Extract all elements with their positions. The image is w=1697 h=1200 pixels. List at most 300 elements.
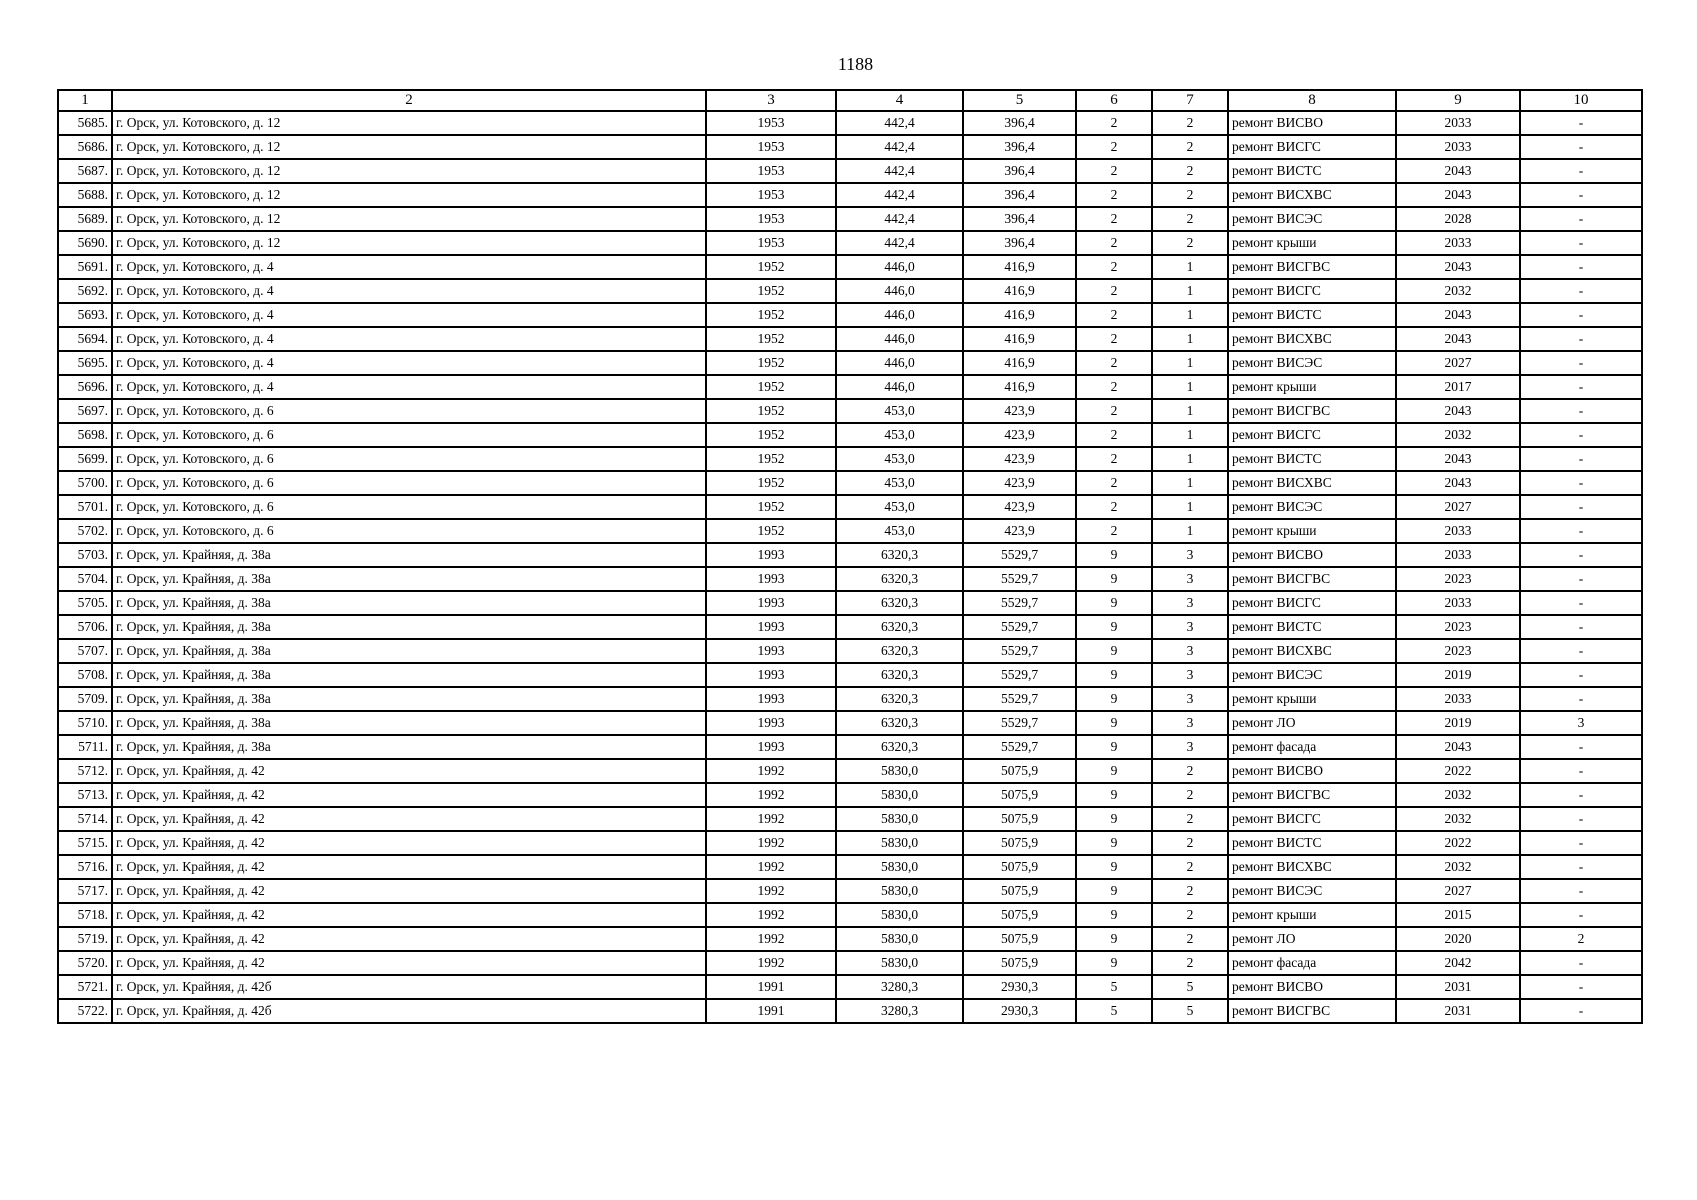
cell-planned-year: 2020	[1396, 927, 1520, 951]
header-cell: 9	[1396, 90, 1520, 111]
table-row	[58, 879, 1642, 903]
cell-year-built: 1952	[706, 255, 836, 279]
cell-living-area: 416,9	[963, 303, 1076, 327]
header-cell: 1	[58, 90, 112, 111]
cell-extra-value: -	[1520, 375, 1642, 399]
cell-living-area: 5529,7	[963, 615, 1076, 639]
cell-work-type: ремонт ВИСТС	[1228, 615, 1396, 639]
cell-row-number: 5710.	[58, 711, 112, 735]
cell-floors: 2	[1076, 519, 1152, 543]
cell-floors: 9	[1076, 639, 1152, 663]
cell-planned-year: 2033	[1396, 543, 1520, 567]
table-row	[58, 591, 1642, 615]
cell-living-area: 416,9	[963, 351, 1076, 375]
cell-planned-year: 2031	[1396, 999, 1520, 1023]
cell-living-area: 423,9	[963, 423, 1076, 447]
cell-row-number: 5713.	[58, 783, 112, 807]
cell-entrances: 5	[1152, 999, 1228, 1023]
cell-year-built: 1952	[706, 399, 836, 423]
cell-work-type: ремонт ВИСТС	[1228, 159, 1396, 183]
cell-living-area: 423,9	[963, 399, 1076, 423]
cell-address: г. Орск, ул. Крайняя, д. 42	[112, 807, 706, 831]
cell-extra-value: 2	[1520, 927, 1642, 951]
cell-row-number: 5694.	[58, 327, 112, 351]
cell-living-area: 423,9	[963, 519, 1076, 543]
table-row	[58, 519, 1642, 543]
cell-address: г. Орск, ул. Котовского, д. 4	[112, 375, 706, 399]
cell-floors: 2	[1076, 159, 1152, 183]
cell-row-number: 5685.	[58, 111, 112, 135]
table-row	[58, 423, 1642, 447]
cell-address: г. Орск, ул. Котовского, д. 12	[112, 135, 706, 159]
cell-floors: 9	[1076, 735, 1152, 759]
header-cell: 7	[1152, 90, 1228, 111]
cell-planned-year: 2033	[1396, 111, 1520, 135]
cell-year-built: 1953	[706, 135, 836, 159]
cell-planned-year: 2043	[1396, 399, 1520, 423]
cell-total-area: 442,4	[836, 111, 963, 135]
header-cell: 6	[1076, 90, 1152, 111]
cell-work-type: ремонт крыши	[1228, 903, 1396, 927]
cell-entrances: 1	[1152, 399, 1228, 423]
cell-floors: 2	[1076, 423, 1152, 447]
cell-entrances: 2	[1152, 903, 1228, 927]
cell-extra-value: -	[1520, 447, 1642, 471]
cell-year-built: 1952	[706, 279, 836, 303]
cell-row-number: 5708.	[58, 663, 112, 687]
cell-entrances: 2	[1152, 159, 1228, 183]
cell-address: г. Орск, ул. Крайняя, д. 38а	[112, 567, 706, 591]
cell-living-area: 5075,9	[963, 927, 1076, 951]
cell-row-number: 5705.	[58, 591, 112, 615]
cell-work-type: ремонт ВИСГС	[1228, 279, 1396, 303]
cell-planned-year: 2043	[1396, 255, 1520, 279]
cell-extra-value: -	[1520, 567, 1642, 591]
cell-row-number: 5690.	[58, 231, 112, 255]
table-row	[58, 135, 1642, 159]
cell-year-built: 1992	[706, 951, 836, 975]
cell-work-type: ремонт ЛО	[1228, 927, 1396, 951]
table-row	[58, 111, 1642, 135]
cell-total-area: 446,0	[836, 255, 963, 279]
cell-work-type: ремонт ВИСГВС	[1228, 399, 1396, 423]
cell-extra-value: 3	[1520, 711, 1642, 735]
page-number: 1188	[837, 54, 874, 74]
cell-extra-value: -	[1520, 639, 1642, 663]
cell-planned-year: 2019	[1396, 663, 1520, 687]
cell-planned-year: 2023	[1396, 567, 1520, 591]
cell-total-area: 446,0	[836, 303, 963, 327]
cell-year-built: 1953	[706, 207, 836, 231]
cell-address: г. Орск, ул. Котовского, д. 4	[112, 327, 706, 351]
cell-floors: 9	[1076, 831, 1152, 855]
cell-address: г. Орск, ул. Котовского, д. 6	[112, 471, 706, 495]
header-cell: 8	[1228, 90, 1396, 111]
cell-entrances: 1	[1152, 351, 1228, 375]
cell-planned-year: 2027	[1396, 879, 1520, 903]
cell-work-type: ремонт ВИСТС	[1228, 303, 1396, 327]
cell-work-type: ремонт ВИСЭС	[1228, 351, 1396, 375]
cell-row-number: 5697.	[58, 399, 112, 423]
cell-floors: 9	[1076, 567, 1152, 591]
cell-address: г. Орск, ул. Крайняя, д. 42	[112, 855, 706, 879]
cell-planned-year: 2043	[1396, 447, 1520, 471]
cell-row-number: 5688.	[58, 183, 112, 207]
cell-floors: 9	[1076, 615, 1152, 639]
cell-living-area: 5075,9	[963, 831, 1076, 855]
cell-extra-value: -	[1520, 255, 1642, 279]
table-row	[58, 471, 1642, 495]
cell-extra-value: -	[1520, 807, 1642, 831]
cell-entrances: 1	[1152, 471, 1228, 495]
cell-year-built: 1991	[706, 975, 836, 999]
cell-address: г. Орск, ул. Крайняя, д. 42б	[112, 999, 706, 1023]
cell-planned-year: 2033	[1396, 519, 1520, 543]
cell-entrances: 3	[1152, 543, 1228, 567]
cell-row-number: 5717.	[58, 879, 112, 903]
cell-work-type: ремонт ВИСГВС	[1228, 255, 1396, 279]
cell-living-area: 416,9	[963, 255, 1076, 279]
cell-extra-value: -	[1520, 423, 1642, 447]
cell-extra-value: -	[1520, 183, 1642, 207]
cell-address: г. Орск, ул. Котовского, д. 6	[112, 423, 706, 447]
cell-total-area: 442,4	[836, 207, 963, 231]
cell-year-built: 1993	[706, 687, 836, 711]
cell-address: г. Орск, ул. Крайняя, д. 42	[112, 879, 706, 903]
cell-planned-year: 2043	[1396, 471, 1520, 495]
cell-living-area: 423,9	[963, 447, 1076, 471]
cell-floors: 9	[1076, 543, 1152, 567]
table-row	[58, 255, 1642, 279]
cell-planned-year: 2023	[1396, 639, 1520, 663]
cell-planned-year: 2032	[1396, 279, 1520, 303]
header-cell: 4	[836, 90, 963, 111]
cell-floors: 2	[1076, 231, 1152, 255]
cell-floors: 2	[1076, 183, 1152, 207]
table-row	[58, 543, 1642, 567]
cell-total-area: 453,0	[836, 471, 963, 495]
cell-entrances: 1	[1152, 279, 1228, 303]
cell-year-built: 1953	[706, 183, 836, 207]
table-row	[58, 951, 1642, 975]
cell-entrances: 2	[1152, 831, 1228, 855]
cell-work-type: ремонт ВИСГС	[1228, 807, 1396, 831]
cell-address: г. Орск, ул. Котовского, д. 4	[112, 303, 706, 327]
cell-planned-year: 2042	[1396, 951, 1520, 975]
cell-total-area: 6320,3	[836, 543, 963, 567]
cell-entrances: 2	[1152, 207, 1228, 231]
cell-planned-year: 2022	[1396, 831, 1520, 855]
cell-extra-value: -	[1520, 159, 1642, 183]
cell-entrances: 5	[1152, 975, 1228, 999]
cell-living-area: 2930,3	[963, 975, 1076, 999]
cell-entrances: 1	[1152, 303, 1228, 327]
cell-year-built: 1992	[706, 759, 836, 783]
cell-year-built: 1953	[706, 111, 836, 135]
cell-extra-value: -	[1520, 519, 1642, 543]
cell-planned-year: 2043	[1396, 735, 1520, 759]
cell-living-area: 5075,9	[963, 903, 1076, 927]
cell-living-area: 5075,9	[963, 951, 1076, 975]
cell-extra-value: -	[1520, 975, 1642, 999]
cell-year-built: 1993	[706, 711, 836, 735]
cell-extra-value: -	[1520, 399, 1642, 423]
cell-address: г. Орск, ул. Крайняя, д. 42	[112, 831, 706, 855]
cell-work-type: ремонт ВИСГС	[1228, 423, 1396, 447]
cell-floors: 9	[1076, 783, 1152, 807]
register-table	[57, 89, 1643, 1024]
cell-year-built: 1952	[706, 471, 836, 495]
cell-entrances: 2	[1152, 807, 1228, 831]
table-row	[58, 759, 1642, 783]
cell-floors: 2	[1076, 447, 1152, 471]
cell-floors: 9	[1076, 759, 1152, 783]
cell-planned-year: 2032	[1396, 423, 1520, 447]
cell-address: г. Орск, ул. Крайняя, д. 42	[112, 759, 706, 783]
cell-row-number: 5716.	[58, 855, 112, 879]
cell-address: г. Орск, ул. Котовского, д. 12	[112, 159, 706, 183]
cell-total-area: 453,0	[836, 399, 963, 423]
cell-entrances: 1	[1152, 447, 1228, 471]
cell-floors: 9	[1076, 927, 1152, 951]
cell-planned-year: 2033	[1396, 591, 1520, 615]
cell-living-area: 5529,7	[963, 711, 1076, 735]
cell-extra-value: -	[1520, 207, 1642, 231]
cell-total-area: 5830,0	[836, 783, 963, 807]
cell-row-number: 5719.	[58, 927, 112, 951]
cell-planned-year: 2032	[1396, 783, 1520, 807]
cell-year-built: 1993	[706, 591, 836, 615]
cell-row-number: 5714.	[58, 807, 112, 831]
cell-work-type: ремонт ВИСХВС	[1228, 183, 1396, 207]
cell-floors: 9	[1076, 903, 1152, 927]
cell-work-type: ремонт ВИСТС	[1228, 447, 1396, 471]
cell-entrances: 2	[1152, 855, 1228, 879]
cell-total-area: 442,4	[836, 231, 963, 255]
cell-row-number: 5695.	[58, 351, 112, 375]
cell-entrances: 3	[1152, 591, 1228, 615]
cell-address: г. Орск, ул. Котовского, д. 12	[112, 111, 706, 135]
table-row	[58, 447, 1642, 471]
cell-floors: 2	[1076, 135, 1152, 159]
cell-living-area: 5075,9	[963, 807, 1076, 831]
cell-living-area: 5529,7	[963, 639, 1076, 663]
cell-work-type: ремонт ВИСХВС	[1228, 471, 1396, 495]
cell-year-built: 1992	[706, 903, 836, 927]
cell-planned-year: 2032	[1396, 807, 1520, 831]
cell-total-area: 446,0	[836, 351, 963, 375]
table-row	[58, 663, 1642, 687]
cell-row-number: 5696.	[58, 375, 112, 399]
cell-address: г. Орск, ул. Крайняя, д. 38а	[112, 543, 706, 567]
cell-work-type: ремонт фасада	[1228, 951, 1396, 975]
cell-extra-value: -	[1520, 663, 1642, 687]
cell-work-type: ремонт ВИСЭС	[1228, 663, 1396, 687]
cell-total-area: 6320,3	[836, 663, 963, 687]
cell-address: г. Орск, ул. Котовского, д. 6	[112, 399, 706, 423]
cell-planned-year: 2028	[1396, 207, 1520, 231]
cell-entrances: 2	[1152, 879, 1228, 903]
cell-row-number: 5702.	[58, 519, 112, 543]
cell-row-number: 5709.	[58, 687, 112, 711]
cell-floors: 2	[1076, 351, 1152, 375]
cell-year-built: 1952	[706, 303, 836, 327]
cell-total-area: 5830,0	[836, 831, 963, 855]
cell-row-number: 5712.	[58, 759, 112, 783]
table-row	[58, 999, 1642, 1023]
cell-address: г. Орск, ул. Крайняя, д. 38а	[112, 711, 706, 735]
cell-extra-value: -	[1520, 855, 1642, 879]
cell-living-area: 5529,7	[963, 591, 1076, 615]
cell-total-area: 446,0	[836, 375, 963, 399]
cell-entrances: 3	[1152, 687, 1228, 711]
cell-planned-year: 2032	[1396, 855, 1520, 879]
cell-living-area: 5529,7	[963, 687, 1076, 711]
cell-row-number: 5691.	[58, 255, 112, 279]
cell-extra-value: -	[1520, 327, 1642, 351]
cell-year-built: 1993	[706, 663, 836, 687]
header-cell: 5	[963, 90, 1076, 111]
cell-work-type: ремонт ВИСВО	[1228, 543, 1396, 567]
table-row	[58, 639, 1642, 663]
cell-year-built: 1952	[706, 423, 836, 447]
cell-floors: 9	[1076, 591, 1152, 615]
cell-address: г. Орск, ул. Крайняя, д. 42	[112, 783, 706, 807]
cell-floors: 9	[1076, 663, 1152, 687]
cell-work-type: ремонт крыши	[1228, 687, 1396, 711]
cell-year-built: 1993	[706, 615, 836, 639]
cell-extra-value: -	[1520, 759, 1642, 783]
cell-floors: 9	[1076, 807, 1152, 831]
cell-entrances: 1	[1152, 327, 1228, 351]
cell-extra-value: -	[1520, 735, 1642, 759]
cell-work-type: ремонт крыши	[1228, 375, 1396, 399]
cell-floors: 9	[1076, 855, 1152, 879]
cell-floors: 2	[1076, 279, 1152, 303]
cell-year-built: 1952	[706, 519, 836, 543]
cell-extra-value: -	[1520, 903, 1642, 927]
table-row	[58, 927, 1642, 951]
cell-row-number: 5718.	[58, 903, 112, 927]
table-body	[58, 111, 1642, 1023]
cell-entrances: 2	[1152, 111, 1228, 135]
cell-extra-value: -	[1520, 879, 1642, 903]
cell-total-area: 6320,3	[836, 567, 963, 591]
cell-entrances: 2	[1152, 951, 1228, 975]
table-row	[58, 903, 1642, 927]
cell-row-number: 5701.	[58, 495, 112, 519]
cell-work-type: ремонт ВИСГВС	[1228, 999, 1396, 1023]
cell-year-built: 1992	[706, 879, 836, 903]
cell-total-area: 453,0	[836, 447, 963, 471]
header-cell: 2	[112, 90, 706, 111]
cell-living-area: 5529,7	[963, 567, 1076, 591]
cell-entrances: 3	[1152, 663, 1228, 687]
cell-year-built: 1993	[706, 567, 836, 591]
cell-planned-year: 2031	[1396, 975, 1520, 999]
cell-floors: 9	[1076, 687, 1152, 711]
cell-entrances: 2	[1152, 231, 1228, 255]
cell-year-built: 1992	[706, 855, 836, 879]
cell-entrances: 1	[1152, 375, 1228, 399]
cell-entrances: 3	[1152, 639, 1228, 663]
cell-row-number: 5699.	[58, 447, 112, 471]
cell-total-area: 442,4	[836, 159, 963, 183]
table-row	[58, 183, 1642, 207]
cell-extra-value: -	[1520, 495, 1642, 519]
cell-entrances: 2	[1152, 783, 1228, 807]
cell-living-area: 416,9	[963, 375, 1076, 399]
cell-year-built: 1953	[706, 159, 836, 183]
cell-extra-value: -	[1520, 951, 1642, 975]
header-cell: 3	[706, 90, 836, 111]
cell-work-type: ремонт ВИСВО	[1228, 111, 1396, 135]
cell-address: г. Орск, ул. Котовского, д. 6	[112, 495, 706, 519]
cell-address: г. Орск, ул. Крайняя, д. 38а	[112, 687, 706, 711]
table-row	[58, 807, 1642, 831]
table-row	[58, 495, 1642, 519]
cell-total-area: 5830,0	[836, 927, 963, 951]
cell-floors: 2	[1076, 327, 1152, 351]
cell-total-area: 6320,3	[836, 639, 963, 663]
cell-year-built: 1993	[706, 735, 836, 759]
cell-row-number: 5711.	[58, 735, 112, 759]
cell-row-number: 5700.	[58, 471, 112, 495]
cell-planned-year: 2017	[1396, 375, 1520, 399]
cell-address: г. Орск, ул. Крайняя, д. 38а	[112, 663, 706, 687]
cell-address: г. Орск, ул. Котовского, д. 6	[112, 447, 706, 471]
cell-extra-value: -	[1520, 279, 1642, 303]
cell-address: г. Орск, ул. Котовского, д. 4	[112, 255, 706, 279]
cell-address: г. Орск, ул. Котовского, д. 12	[112, 231, 706, 255]
cell-entrances: 1	[1152, 423, 1228, 447]
cell-work-type: ремонт ЛО	[1228, 711, 1396, 735]
cell-living-area: 5075,9	[963, 783, 1076, 807]
cell-row-number: 5707.	[58, 639, 112, 663]
cell-total-area: 5830,0	[836, 879, 963, 903]
cell-extra-value: -	[1520, 135, 1642, 159]
cell-work-type: ремонт ВИСЭС	[1228, 207, 1396, 231]
cell-row-number: 5698.	[58, 423, 112, 447]
cell-year-built: 1952	[706, 495, 836, 519]
cell-work-type: ремонт ВИСХВС	[1228, 327, 1396, 351]
cell-work-type: ремонт ВИСХВС	[1228, 639, 1396, 663]
cell-planned-year: 2043	[1396, 303, 1520, 327]
cell-address: г. Орск, ул. Котовского, д. 4	[112, 279, 706, 303]
table-row	[58, 975, 1642, 999]
cell-row-number: 5722.	[58, 999, 112, 1023]
cell-planned-year: 2033	[1396, 135, 1520, 159]
cell-total-area: 3280,3	[836, 975, 963, 999]
cell-planned-year: 2019	[1396, 711, 1520, 735]
cell-address: г. Орск, ул. Крайняя, д. 42	[112, 903, 706, 927]
table-row	[58, 687, 1642, 711]
cell-extra-value: -	[1520, 999, 1642, 1023]
cell-planned-year: 2043	[1396, 327, 1520, 351]
cell-row-number: 5704.	[58, 567, 112, 591]
table-row	[58, 567, 1642, 591]
cell-total-area: 442,4	[836, 183, 963, 207]
cell-year-built: 1991	[706, 999, 836, 1023]
header-cell: 10	[1520, 90, 1642, 111]
cell-year-built: 1992	[706, 927, 836, 951]
cell-planned-year: 2027	[1396, 495, 1520, 519]
cell-planned-year: 2015	[1396, 903, 1520, 927]
cell-year-built: 1993	[706, 639, 836, 663]
cell-row-number: 5689.	[58, 207, 112, 231]
cell-work-type: ремонт ВИСВО	[1228, 975, 1396, 999]
cell-work-type: ремонт ВИСВО	[1228, 759, 1396, 783]
